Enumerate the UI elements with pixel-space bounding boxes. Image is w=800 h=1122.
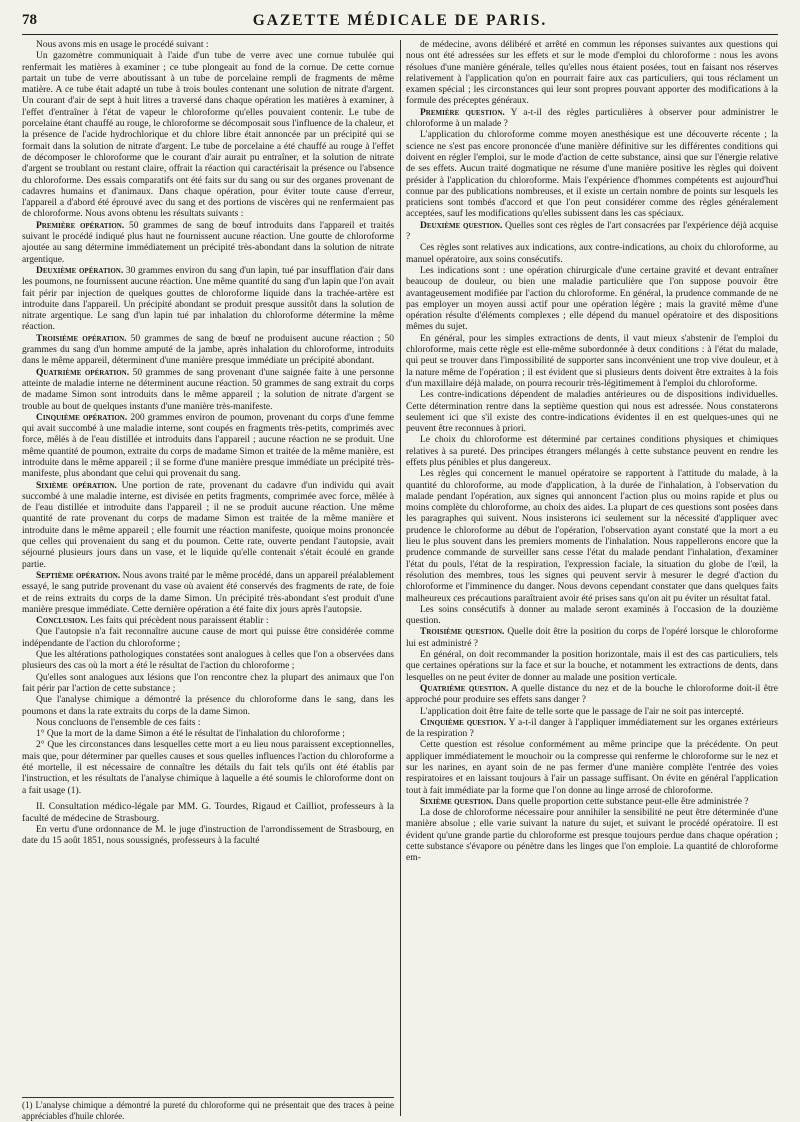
paragraph xyxy=(22,40,394,51)
paragraph xyxy=(22,616,394,627)
section-label: Première opération. xyxy=(36,220,125,231)
section-label: Quatrième question. xyxy=(420,683,509,694)
paragraph-text: de médecine, avons délibéré et arrêté en commun les réponses suivantes aux questions qui nous ont été adressées sur les effets et sur le mode d'emploi du chloroforme : nous les avons résolues d'une manière générale, telles qu'elles nous étaient posées, tout en faisant nos réserves relativement à l'application qu'on en pourrait faire aux cas particuliers, qui tous réclament un examen spécial ; les circonstances qui leur sont propres pouvant apporter des modifications à la formule des préceptes généraux. xyxy=(406,40,778,107)
paragraph xyxy=(22,740,394,796)
paragraph-text: En général, pour les simples extractions de dents, il vaut mieux s'abstenir de l'emploi du chloroforme, mais cette règle est elle-même subordonnée à deux conditions : à l'état du malade, qui peut se trouver dans l'impossibilité de supporter sans inconvénient une trop vive douleur, et à la nature même de l'opération ; il est évident que si plusieurs dents doivent être extraites à la fois d'un maxillaire déjà malade, on pourra recourir très-légitimement à l'emploi du chloroforme. xyxy=(406,333,778,389)
paragraph-text: Un gazomètre communiquait à l'aide d'un tube de verre avec une cornue tubulée qui renfermait les matières à examiner ; ce tube plongeait au fond de la cornue. De cette cornue partait un tube de verre aboutissant à un tube de porcelaine rempli de fragments de même matière. A ce tube était adapté un tube à trois boules contenant une solution de nitrate d'argent. Un courant d'air de sept à huit litres a traversé dans chaque opération les matières à examiner, à l'effet d'entraîner à l'état de vapeur le chloroforme qu'elles pouvaient contenir. Le tube de porcelaine étant chauffé au rouge, le chloroforme se décomposait sous l'influence de la chaleur, et la présence de l'acide hydrochlorique et du chlore libre était annoncée par un précipité qui se formait dans la solution de nitrate d'argent. Le tube de porcelaine a été chauffé au rouge à l'effet de décomposer le chloroforme que le courant d'air aurait pu entraîner, et la solution de nitrate d'argent se troublant ou restant claire, offrait la réaction qui caractérisait la présence ou l'absence du chloroforme. Des essais comparatifs ont été faits sur du sang ou sur des organes provenant de cadavres humains et d'animaux. Dans chaque opération, pour éviter toute cause d'erreur, l'appareil a d'abord été éprouvé avec du sang et des portions de viscères qui ne renfermaient pas de chloroforme. Nous avons obtenu les résultats suivants : xyxy=(22,51,394,220)
left-column xyxy=(22,40,394,1098)
header-rule xyxy=(22,34,778,35)
paragraph-text: En général, on doit recommander la position horizontale, mais il est des cas particuliers, tels que certaines opérations sur la face et sur la bouche, et notamment les extractions de dents, dans lesquelles on ne peut éviter de donner au malade une position verticale. xyxy=(406,650,778,683)
paragraph xyxy=(22,368,394,413)
section-label: Sixième question. xyxy=(420,796,494,807)
paragraph xyxy=(22,334,394,368)
paragraph-text: 200 grammes environ de poumon, provenant du corps d'une femme qui avait succombé à une maladie interne, sont coupés en fragments très-petits, comprimés avec force, mêlés à de l'eau distillée et introduits dans l'appareil ; aucune réaction ne se produit. Une même quantité de poumon, extraite du corps de madame Simon et traitée de la même manière, est introduite dans le même appareil ; il se forme d'une manière presque immédiate un précipité très-manifeste, plus abondant que celui qui provenait du sang. xyxy=(22,412,394,480)
paragraph xyxy=(22,481,394,571)
paragraph xyxy=(22,51,394,220)
section-label: Deuxième question. xyxy=(420,220,503,231)
paragraph-text: A quelle distance du nez et de la bouche le chloroforme doit-il être approché pour produire ses effets sans danger ? xyxy=(406,683,778,706)
paragraph xyxy=(406,684,778,707)
paragraph xyxy=(406,390,778,435)
paragraph-text: 30 grammes environ du sang d'un lapin, tué par insufflation d'air dans les poumons, ne fournissent aucune réaction. Une même quantité du sang d'un lapin que l'on avait fait périr par injection de quelques gouttes de chloroforme liquide dans la trachée-artère est introduite dans l'appareil. Un précipité abondant se produit presque aussitôt dans la solution de nitrate argentique. Le sang d'un lapin tué par inhalation du chloroforme détermine la même réaction. xyxy=(22,265,394,333)
paragraph xyxy=(22,413,394,481)
paragraph-text: Dans quelle proportion cette substance peut-elle être administrée ? xyxy=(495,796,749,807)
paragraph-text: Les soins consécutifs à donner au malade seront examinés à l'occasion de la douzième question. xyxy=(406,604,778,627)
paragraph xyxy=(22,627,394,650)
paragraph xyxy=(406,435,778,469)
paragraph-text: Nous avons traité par le même procédé, dans un appareil préalablement essayé, le sang putride provenant du vase où avaient été conservés des fragments de rate, de foie et de reins extraits du corps de la dame Simon. Un précipité très-abondant s'est produit d'une manière presque immédiate. Cette dernière opération a été faite dix jours après l'autopsie. xyxy=(22,570,394,615)
paragraph-text: Ces règles sont relatives aux indications, aux contre-indications, au choix du chloroforme, au manuel opératoire, aux soins consécutifs. xyxy=(406,243,778,265)
paragraph-text: La dose de chloroforme nécessaire pour annihiler la sensibilité ne peut être déterminée d'une manière absolue ; elle varie suivant la nature du sujet, et suivant le procédé opératoire. Il est évident qu'une grande partie du chloroforme est presque toujours perdue dans chaque opération ; cette substance s'évapore ou pénètre dans les linges que l'on emploie. La quantité de chloroforme em- xyxy=(406,808,778,864)
paragraph-text: II. Consultation médico-légale par MM. G. Tourdes, Rigaud et Cailliot, professeurs à la faculté de médecine de Strasbourg. xyxy=(22,800,394,824)
paragraph xyxy=(406,740,778,796)
paragraph xyxy=(22,571,394,616)
paragraph-text: L'application doit être faite de telle sorte que le passage de l'air ne soit pas intercepté. xyxy=(420,706,744,717)
paragraph-text: Les contre-indications dépendent de maladies antérieures ou de dispositions individuelles. Cette détermination rentre dans la septième question qui nous est adressée. Nous constaterons seulement ici que s'il existe des contre-indications évidentes il en est quelques-unes qui ne peuvent être reconnues à priori. xyxy=(406,390,778,435)
paragraph xyxy=(406,266,778,334)
paragraph-text: L'application du chloroforme comme moyen anesthésique est une découverte récente ; la science ne s'est pas encore prononcée d'une manière définitive sur les différentes conditions qui doivent en régler l'emploi, sur le mode d'action de cette substance, ainsi que sur l'énergie relative de ses effets. Aucun traité dogmatique ne résume d'une manière positive les règles qui doivent présider à l'application du chloroforme. Mais l'expérience d'hommes compétents est aujourd'hui connue par des publications nombreuses, et il existe un certain nombre de points sur lesquels les praticiens sont tombés d'accord et que l'on peut considérer comme des règles généralement acceptées, sauf les modifications qu'elles subissent dans les cas spéciaux. xyxy=(406,130,778,220)
paragraph xyxy=(22,825,394,848)
paragraph xyxy=(406,707,778,718)
paragraph-text: 50 grammes de sang provenant d'une saignée faite à une personne atteinte de maladie interne ne déterminent aucune réaction. 50 grammes de sang extrait du corps de madame Simon sont introduits dans le même appareil ; la solution de nitrate d'argent se trouble au bout de quelques instants d'une manière très-manifeste. xyxy=(22,367,394,412)
paragraph-text: Que l'analyse chimique a démontré la présence du chloroforme dans le sang, dans les poumons et dans la rate extraits du corps de la dame Simon. xyxy=(22,695,394,717)
section-label: Conclusion. xyxy=(36,616,88,627)
paragraph xyxy=(406,108,778,131)
paragraph-text: Que l'autopsie n'a fait reconnaître aucune cause de mort qui puisse être considérée comme indépendante de l'action du chloroforme ; xyxy=(22,627,394,649)
paragraph xyxy=(22,695,394,718)
paragraph xyxy=(22,673,394,696)
page-header xyxy=(22,10,778,36)
section-label: Quatrième opération. xyxy=(36,367,130,378)
paragraph xyxy=(22,729,394,740)
paragraph-text: Quelle doit être la position du corps de l'opéré lorsque le chloroforme lui est administré ? xyxy=(406,627,778,649)
section-label: Septième opération. xyxy=(36,570,121,581)
paragraph-text: 50 grammes de sang de bœuf ne produisent aucune réaction ; 50 grammes du sang d'un homme amputé de la jambe, après inhalation du chloroforme, introduits dans le même appareil, déterminent d'une manière presque immédiate un précipité abondant. xyxy=(22,333,394,367)
paragraph xyxy=(406,221,778,244)
paragraph-text: 1° Que la mort de la dame Simon a été le résultat de l'inhalation du chloroforme ; xyxy=(36,729,345,740)
paragraph-text: Y a-t-il danger à l'appliquer immédiatement sur les organes extérieurs de la respiration ? xyxy=(406,717,778,740)
paragraph-text: En vertu d'une ordonnance de M. le juge d'instruction de l'arrondissement de Strasbourg, en date du 15 août 1851, nous soussignés, professeurs à la faculté xyxy=(22,824,394,847)
paragraph-text: Nous avons mis en usage le procédé suivant : xyxy=(36,40,209,50)
paragraph xyxy=(406,130,778,220)
paragraph xyxy=(22,221,394,266)
paragraph xyxy=(406,808,778,864)
paragraph-text: Quelles sont ces règles de l'art consacrées par l'expérience déjà acquise ? xyxy=(406,220,778,243)
section-label: Cinquième opération. xyxy=(36,412,128,423)
section-label: Sixième opération. xyxy=(36,480,117,491)
paragraph-text: Que les altérations pathologiques constatées sont analogues à celles que l'on a observées dans plusieurs des cas où la mort a été le résultat de l'action du chloroforme ; xyxy=(22,650,394,672)
paragraph xyxy=(406,650,778,684)
paragraph xyxy=(406,469,778,605)
section-label: Troisième question. xyxy=(420,627,505,638)
paragraph-text: Les faits qui précèdent nous paraissent établir : xyxy=(90,616,269,627)
footnote: (1) L'analyse chimique a démontré la pureté du chloroforme qui ne présentait que des traces à peine appréciables d'huile chlorée. xyxy=(22,1100,394,1121)
paragraph xyxy=(22,650,394,673)
section-heading xyxy=(22,801,394,825)
paragraph xyxy=(406,40,778,108)
section-label: Deuxième opération. xyxy=(36,265,124,276)
paragraph-text: Cette question est résolue conformément au même principe que la précédente. On peut appliquer immédiatement le mouchoir ou la compresse qui renferme le chloroforme sur le nez et sur les narines, en ayant soin de ne pas fermer d'une manière complète l'entrée des voies respiratoires et en laissant toujours à l'air un passage suffisant. On évite en général l'application tout à fait immédiate par la forme que l'on donne au linge arrosé de chloroforme. xyxy=(406,740,778,796)
column-divider xyxy=(400,40,401,1116)
paragraph-text: Y a-t-il des règles particulières à observer pour administrer le chloroforme à un malade ? xyxy=(406,107,778,130)
journal-title: GAZETTE MÉDICALE DE PARIS. xyxy=(252,12,548,29)
right-column xyxy=(406,40,778,1118)
paragraph xyxy=(406,243,778,266)
paragraph xyxy=(406,605,778,628)
paragraph xyxy=(406,627,778,650)
section-label: Première question. xyxy=(420,107,505,118)
section-label: Cinquième question. xyxy=(420,717,507,728)
paragraph-text: 2° Que les circonstances dans lesquelles cette mort a eu lieu nous paraissent exceptionnelles, mais que, pour déterminer par quelles causes et sous quelles influences l'action du chloroforme a été mortelle, il est nécessaire de connaître les détails du fait tels qu'ils ont été établis par l'instruction, et les résultats de l'analyse chimique à laquelle a été soumis le chloroforme dont on a fait usage (1). xyxy=(22,740,394,796)
footnote-rule xyxy=(22,1097,394,1098)
paragraph xyxy=(406,797,778,808)
paragraph xyxy=(22,718,394,729)
paragraph-text: Une portion de rate, provenant du cadavre d'un individu qui avait succombé à une maladie interne, est divisée en petits fragments, comprimée avec force, mêlée à de l'eau distillée et introduite dans l'appareil ; il ne se produit aucune réaction. Une même quantité de rate provenant du corps de madame Simon est traitée de la même manière et introduite dans le même appareil ; elle fournit une réaction manifeste, quoique moins prononcée que celles qui provenaient du sang et du poumon. Cette rate, ouverte pendant l'autopsie, avait séjourné plusieurs jours dans un vase, et le liquide qu'elle contenait s'était écoulé en grande partie. xyxy=(22,480,394,570)
page-number: 78 xyxy=(22,12,37,28)
paragraph-text: Le choix du chloroforme est déterminé par certaines conditions physiques et chimiques relatives à sa pureté. Des principes étrangers mélangés à cette substance peuvent en rendre les effets plus pénibles et plus dangereux. xyxy=(406,435,778,468)
paragraph-text: 50 grammes de sang de bœuf introduits dans l'appareil et traités suivant le procédé indiqué plus haut ne fournissent aucune réaction. Une goutte de chloroforme ajoutée au sang détermine immédiatement un précipité très-abondant dans la solution de nitrate argentique. xyxy=(22,220,394,265)
paragraph-text: Nous concluons de l'ensemble de ces faits : xyxy=(36,717,201,728)
section-label: Troisième opération. xyxy=(36,333,127,344)
paragraph-text: Qu'elles sont analogues aux lésions que l'on rencontre chez la plupart des animaux que l'on fait périr par l'action de cette substance ; xyxy=(22,672,394,694)
paragraph-text: Les règles qui concernent le manuel opératoire se rapportent à l'attitude du malade, à la quantité du chloroforme, au mode d'application, à la durée de l'inhalation, à l'observation du malade pendant l'opération, aux signes qui annoncent l'action plus ou moins rapide et plus ou moins complète du chloroforme, au choix des aides. La plupart de ces questions sont posées dans les paragraphes qui suivent. Nous insisterons ici seulement sur la nécessité d'appliquer avec prudence le chloroforme au début de l'opération, l'observation ayant constaté que la mort a eu lieu le plus souvent dans les premiers moments de l'inhalation. Nous rappellerons encore que la prudence commande de surveiller sans cesse l'état du malade pendant l'inhalation, d'examiner l'état du pouls, l'état de la respiration, l'expression faciale, la situation du globe de l'œil, la résolution des membres, tous les signes qui peuvent servir à mesurer le degré d'action du chloroforme et l'imminence du danger. Nous devons cependant constater que dans quelques faits malheureux ces précautions paraîtraient avoir été prises sans qu'on ait pu éviter un résultat fatal. xyxy=(406,469,778,604)
paragraph-text: Les indications sont : une opération chirurgicale d'une certaine gravité et devant entraîner beaucoup de douleur, ou bien une maladie particulière que l'on suppose pouvoir être avantageusement modifiée par l'action du chloroforme. En général, la prudence commande de ne pas employer un moyen aussi actif pour une opération légère ; mais la gravité même d'une opération résulte d'éléments complexes ; elle dépend du manuel opératoire et des dispositions mêmes du sujet. xyxy=(406,265,778,333)
paragraph xyxy=(406,718,778,741)
paragraph xyxy=(22,266,394,334)
paragraph xyxy=(406,334,778,390)
